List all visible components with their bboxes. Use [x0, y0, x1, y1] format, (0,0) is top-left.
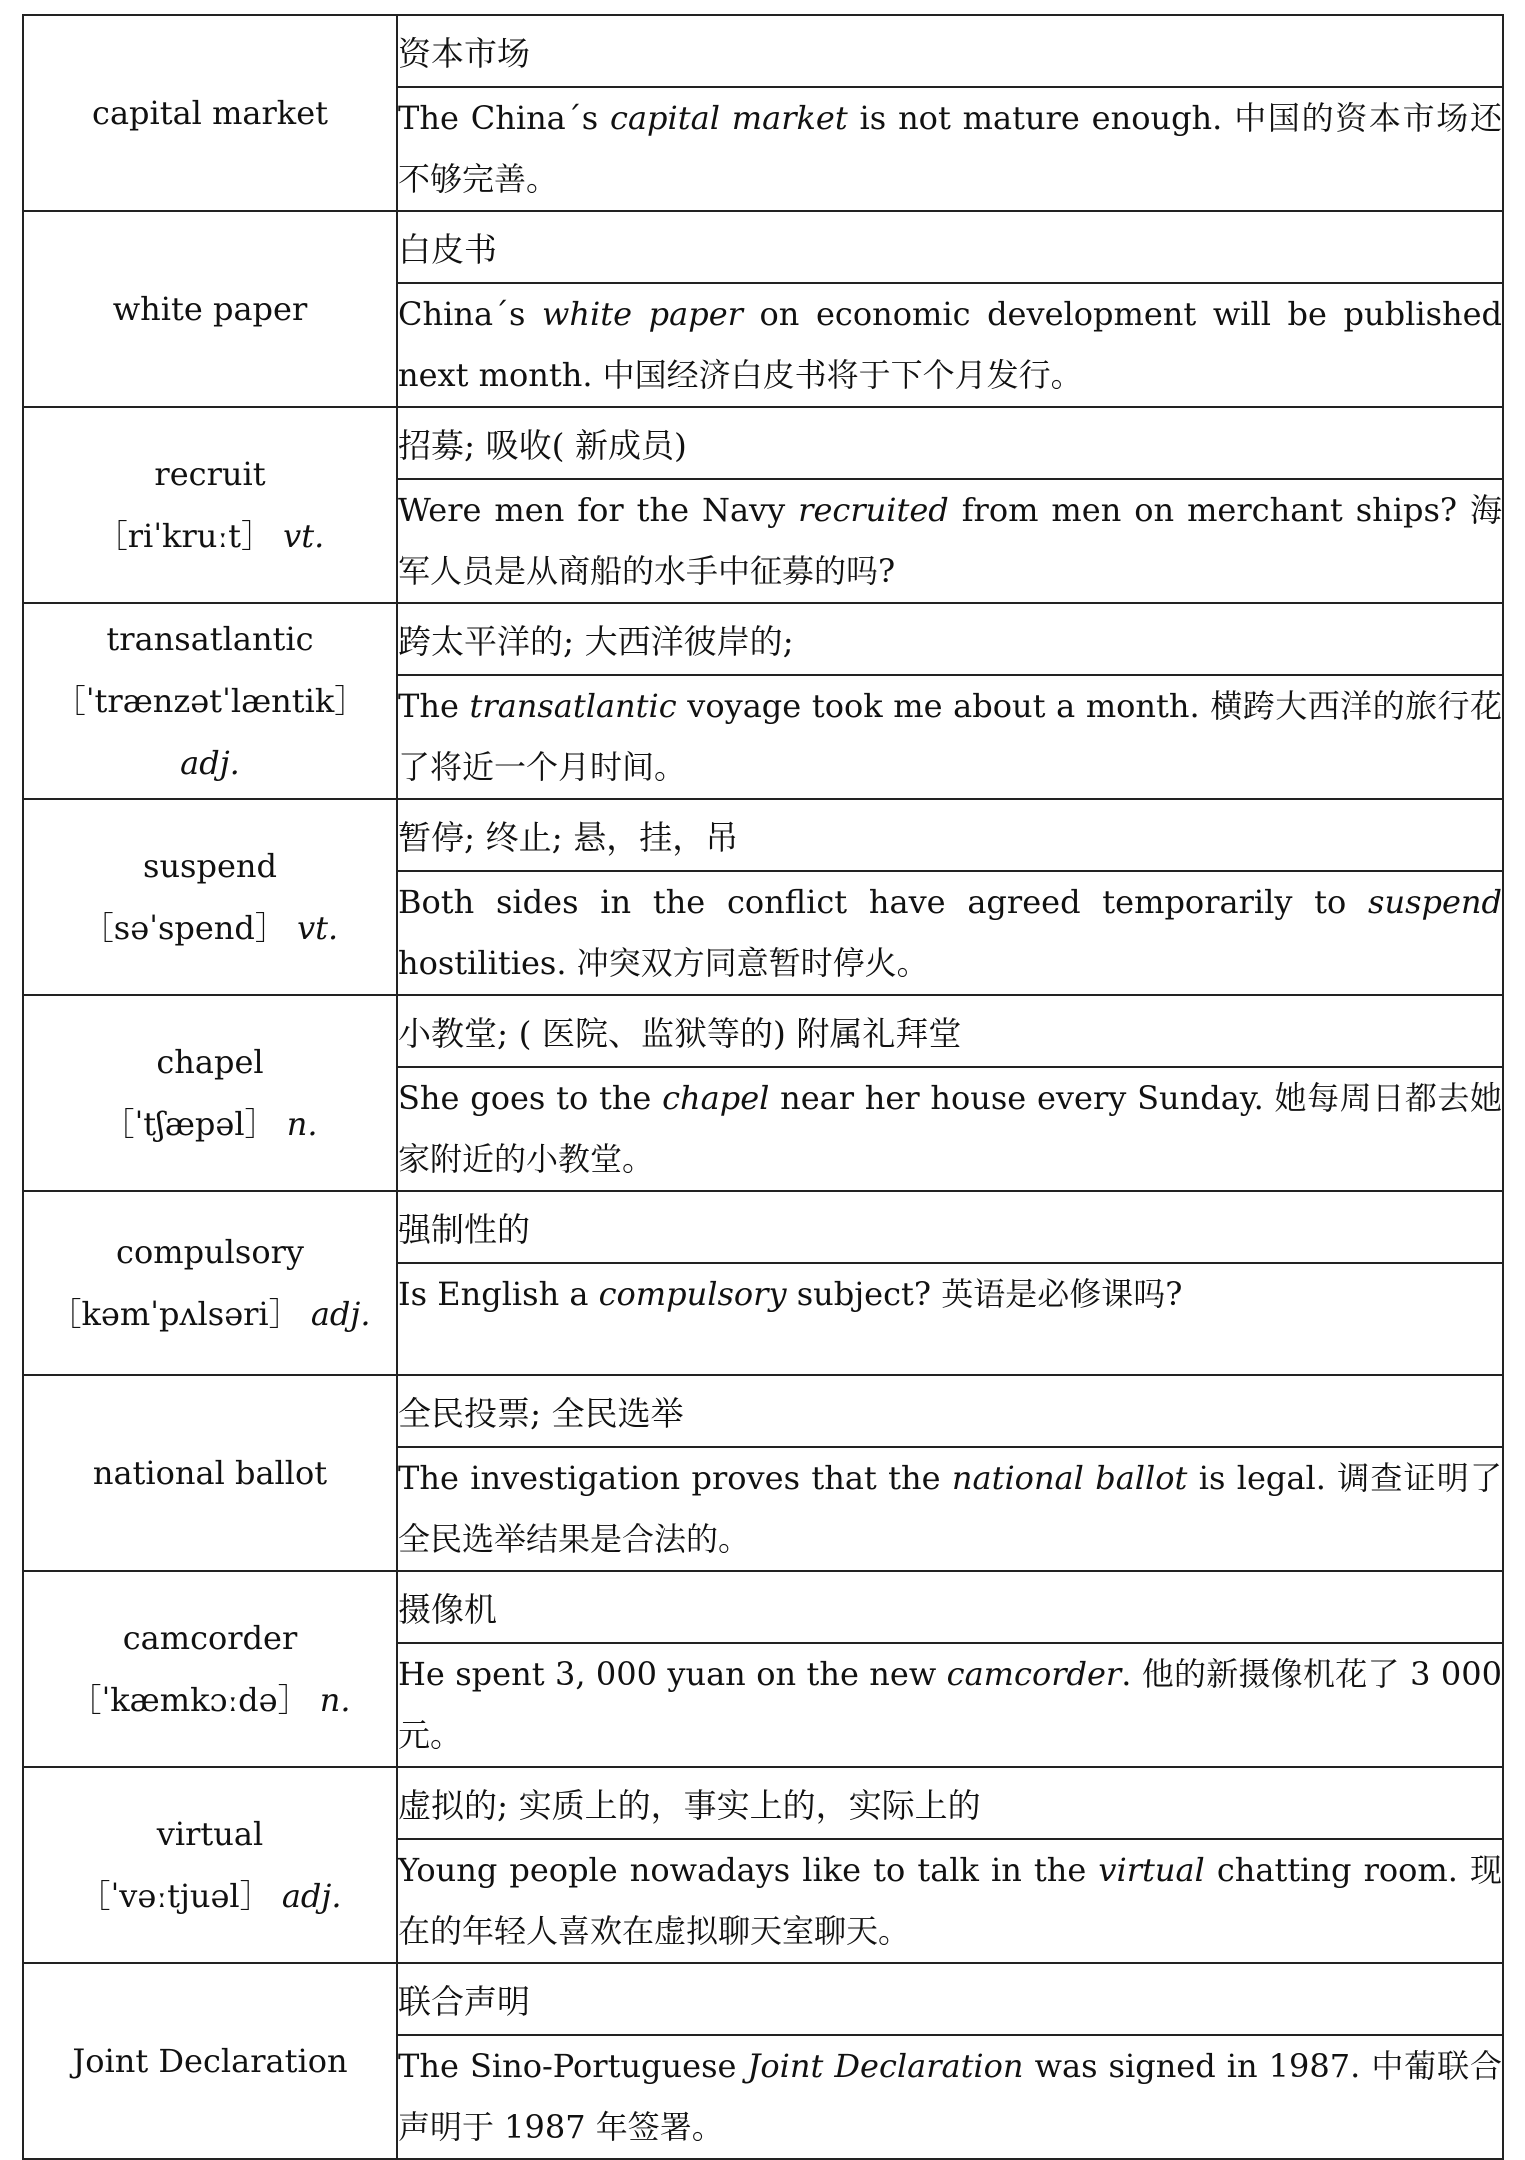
pronunciation-text: ［ˈtrænzətˈlæntik］	[53, 682, 367, 720]
pronunciation-text: ［riˈkruːt］	[95, 517, 273, 555]
pronunciation-text: ［ˈtʃæpəl］	[102, 1105, 277, 1143]
example-text-before: He spent 3, 000 yuan on the new	[398, 1655, 947, 1693]
term-word: virtual	[156, 1815, 264, 1853]
term-cell	[23, 407, 397, 603]
term-pronunciation	[24, 1283, 396, 1345]
entry-row	[23, 799, 1503, 871]
meaning-cell: 跨太平洋的; 大西洋彼岸的;	[397, 603, 1503, 675]
example-sentence	[398, 1459, 1502, 1558]
example-keyword: transatlantic	[469, 687, 677, 725]
example-sentence	[398, 1851, 1502, 1950]
part-of-speech: adj.	[180, 744, 240, 782]
term-word: transatlantic	[106, 620, 314, 658]
part-of-speech: adj.	[310, 1295, 371, 1333]
example-text-after: . 他的新摄像机花了 3 000 元。	[398, 1655, 1502, 1754]
example-text-after: was signed in 1987. 中葡联合声明于 1987 年签署。	[398, 2047, 1503, 2146]
example-sentence	[398, 1655, 1502, 1754]
term-pronunciation	[24, 670, 396, 794]
term-pronunciation	[24, 897, 396, 959]
entry-row	[23, 15, 1503, 87]
meaning-cell: 虚拟的; 实质上的，事实上的，实际上的	[397, 1767, 1503, 1839]
example-keyword: camcorder	[946, 1655, 1122, 1693]
example-text-after: on economic development will be published next month. 中国经济白皮书将于下个月发行。	[398, 295, 1503, 394]
entry-row	[23, 1963, 1503, 2035]
meaning-cell: 强制性的	[397, 1191, 1503, 1263]
example-text-before: The China´s	[398, 99, 611, 137]
example-text-before: The investigation proves that the	[398, 1459, 952, 1497]
example-text-after: from men on merchant ships? 海军人员是从商船的水手中征募的吗?	[398, 491, 1502, 590]
example-text-after: is legal. 调查证明了全民选举结果是合法的。	[398, 1459, 1502, 1558]
term-word: recruit	[154, 455, 266, 493]
meaning-cell: 小教堂; ( 医院、监狱等的) 附属礼拜堂	[397, 995, 1503, 1067]
example-keyword: Joint Declaration	[747, 2047, 1024, 2085]
term-cell	[23, 1767, 397, 1963]
term-pronunciation	[24, 1865, 396, 1927]
entry-row	[23, 603, 1503, 675]
term-cell	[23, 15, 397, 211]
example-keyword: white paper	[542, 295, 743, 333]
term-pronunciation	[24, 1669, 396, 1731]
example-cell	[397, 1839, 1503, 1963]
example-sentence	[398, 99, 1502, 198]
term-pronunciation	[24, 1093, 396, 1155]
example-cell	[397, 479, 1503, 603]
example-sentence	[398, 491, 1502, 590]
term-cell	[23, 799, 397, 995]
meaning-cell: 暂停; 终止; 悬，挂，吊	[397, 799, 1503, 871]
example-sentence	[398, 2047, 1502, 2146]
example-text-before: Is English a	[398, 1275, 599, 1313]
term-word: capital market	[92, 94, 328, 132]
pronunciation-text: ［ˈvəːtjuəl］	[78, 1877, 272, 1915]
term-word: suspend	[143, 847, 277, 885]
example-cell	[397, 283, 1503, 407]
example-text-after: subject? 英语是必修课吗?	[786, 1275, 1183, 1313]
example-text-before: China´s	[398, 295, 543, 333]
example-sentence	[398, 687, 1502, 786]
example-sentence	[398, 1275, 1182, 1313]
example-sentence	[398, 883, 1502, 982]
example-keyword: virtual	[1098, 1851, 1205, 1889]
meaning-cell: 全民投票; 全民选举	[397, 1375, 1503, 1447]
example-cell	[397, 675, 1503, 799]
example-cell	[397, 1263, 1503, 1375]
example-text-before: The Sino-Portuguese	[398, 2047, 748, 2085]
meaning-cell: 白皮书	[397, 211, 1503, 283]
example-sentence	[398, 295, 1502, 394]
vocabulary-table	[22, 14, 1504, 2160]
term-word: chapel	[156, 1043, 264, 1081]
entry-row	[23, 995, 1503, 1067]
term-cell	[23, 1571, 397, 1767]
example-text-before: Young people nowadays like to talk in the	[398, 1851, 1099, 1889]
example-cell	[397, 1643, 1503, 1767]
term-cell	[23, 211, 397, 407]
example-text-before: She goes to the	[398, 1079, 663, 1117]
example-keyword: chapel	[662, 1079, 770, 1117]
example-cell	[397, 1447, 1503, 1571]
example-keyword: recruited	[798, 491, 949, 529]
example-cell	[397, 2035, 1503, 2159]
meaning-cell: 招募; 吸收( 新成员)	[397, 407, 1503, 479]
example-cell	[397, 1067, 1503, 1191]
part-of-speech: vt.	[297, 909, 339, 947]
example-cell	[397, 87, 1503, 211]
entry-row	[23, 211, 1503, 283]
term-pronunciation	[24, 505, 396, 567]
term-word: Joint Declaration	[72, 2042, 348, 2080]
part-of-speech: n.	[319, 1681, 351, 1719]
term-word: camcorder	[122, 1619, 298, 1657]
entry-row	[23, 1767, 1503, 1839]
pronunciation-text: ［kəmˈpʌlsəri］	[49, 1295, 301, 1333]
part-of-speech: n.	[286, 1105, 318, 1143]
term-cell	[23, 1191, 397, 1375]
example-keyword: capital market	[610, 99, 848, 137]
example-keyword: suspend	[1368, 883, 1502, 921]
meaning-cell: 资本市场	[397, 15, 1503, 87]
pronunciation-text: ［ˈkæmkɔːdə］	[69, 1681, 310, 1719]
term-word: compulsory	[116, 1233, 304, 1271]
example-text-after: is not mature enough. 中国的资本市场还不够完善。	[398, 99, 1502, 198]
example-text-after: voyage took me about a month. 横跨大西洋的旅行花了将近一个月时间。	[398, 687, 1502, 786]
example-text-after: hostilities. 冲突双方同意暂时停火。	[398, 944, 929, 982]
entry-row	[23, 407, 1503, 479]
example-text-before: Were men for the Navy	[398, 491, 799, 529]
pronunciation-text: ［səˈspend］	[81, 909, 287, 947]
term-cell	[23, 995, 397, 1191]
example-keyword: national ballot	[951, 1459, 1188, 1497]
term-word: national ballot	[92, 1454, 328, 1492]
term-cell	[23, 603, 397, 799]
example-text-after: chatting room. 现在的年轻人喜欢在虚拟聊天室聊天。	[398, 1851, 1502, 1950]
example-text-before: Both sides in the conflict have agreed temporarily to	[398, 883, 1369, 921]
example-text-after: near her house every Sunday. 她每周日都去她家附近的小教堂。	[398, 1079, 1502, 1178]
example-keyword: compulsory	[598, 1275, 787, 1313]
example-text-before: The	[398, 687, 470, 725]
entry-row	[23, 1571, 1503, 1643]
example-sentence	[398, 1079, 1502, 1178]
part-of-speech: vt.	[283, 517, 325, 555]
example-cell	[397, 871, 1503, 995]
meaning-cell: 摄像机	[397, 1571, 1503, 1643]
entry-row	[23, 1375, 1503, 1447]
vocabulary-table-body	[23, 15, 1503, 2159]
entry-row	[23, 1191, 1503, 1263]
term-word: white paper	[112, 290, 308, 328]
term-cell	[23, 1375, 397, 1571]
part-of-speech: adj.	[281, 1877, 342, 1915]
meaning-cell: 联合声明	[397, 1963, 1503, 2035]
term-cell	[23, 1963, 397, 2159]
